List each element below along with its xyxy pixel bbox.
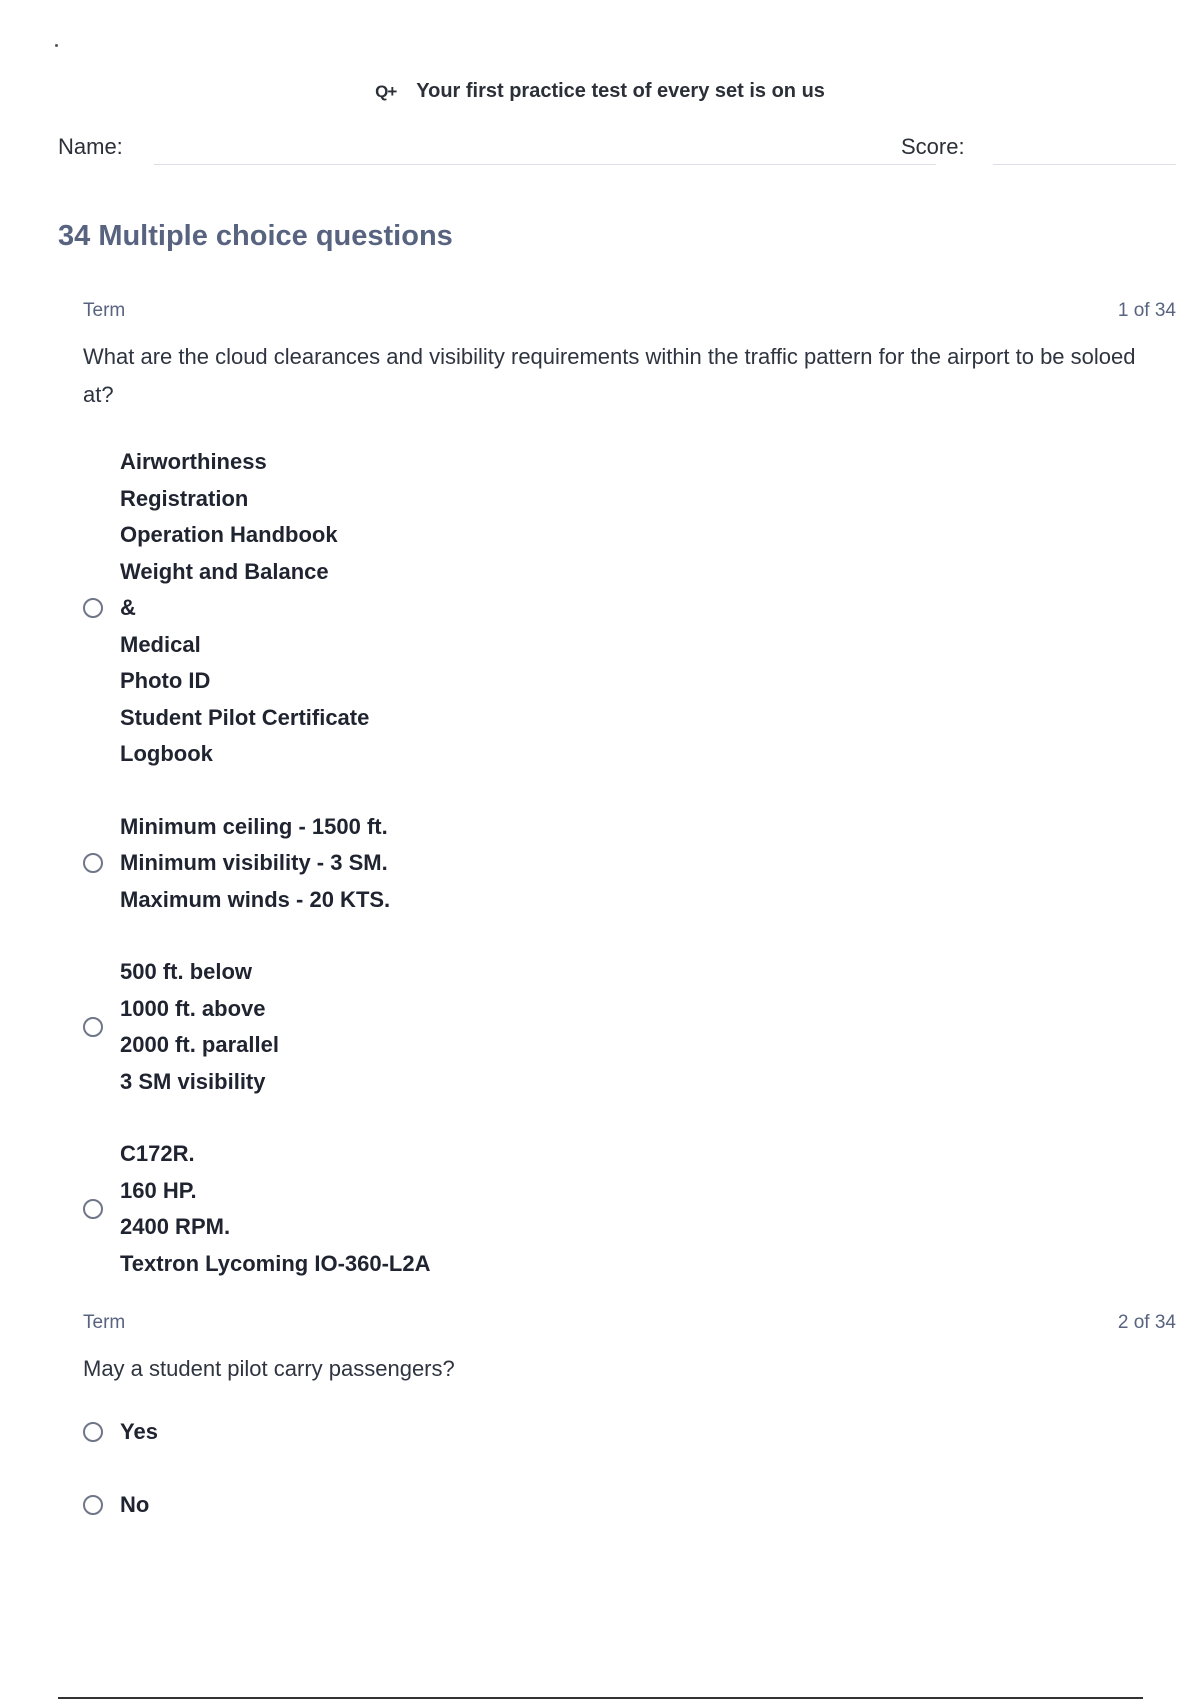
question-1 [83, 300, 1176, 1318]
section-title: 34 Multiple choice questions [58, 220, 453, 252]
question-header [83, 1312, 1176, 1338]
radio-button[interactable] [83, 598, 103, 618]
answer-options [83, 444, 1176, 1282]
name-field[interactable] [154, 164, 936, 165]
option-line: Minimum ceiling - 1500 ft. [120, 813, 388, 839]
question-text: What are the cloud clearances and visibility requirements within the traffic pattern for the airport to be soloed at? [83, 344, 1136, 407]
option-line: 1000 ft. above [120, 995, 266, 1021]
score-field[interactable] [993, 164, 1176, 165]
question-counter: 2 of 34 [1117, 1312, 1176, 1333]
option-line: Textron Lycoming IO-360-L2A [120, 1250, 431, 1276]
option-line: Registration [120, 485, 249, 511]
promo-banner [0, 80, 1200, 103]
option-line: Photo ID [120, 668, 211, 693]
answer-option-yes[interactable] [83, 1414, 1176, 1451]
page-dot [55, 44, 58, 47]
option-line: Operation Handbook [120, 522, 338, 547]
option-text [120, 1414, 158, 1451]
radio-button[interactable] [83, 1495, 103, 1515]
option-line: 3 SM visibility [120, 1068, 266, 1094]
radio-button[interactable] [83, 1422, 103, 1442]
option-text [120, 1487, 149, 1524]
score-label: Score: [901, 134, 965, 159]
question-text: May a student pilot carry passengers? [83, 1356, 455, 1381]
radio-button[interactable] [83, 1017, 103, 1037]
footer-divider [58, 1697, 1143, 1699]
option-line: & [120, 595, 136, 620]
answer-option-b[interactable] [83, 809, 1176, 919]
option-line: 2400 RPM. [120, 1214, 231, 1239]
radio-button[interactable] [83, 1199, 103, 1219]
answer-option-a[interactable] [83, 444, 1176, 773]
option-text [120, 809, 390, 919]
name-label: Name: [58, 134, 123, 159]
question-2 [83, 1312, 1176, 1559]
term-label: Term [83, 1312, 126, 1333]
option-line: No [120, 1491, 150, 1517]
option-line: Maximum winds - 20 KTS. [120, 886, 391, 912]
answer-option-c[interactable] [83, 954, 1176, 1100]
option-line: C172R. [120, 1141, 195, 1166]
option-line: 2000 ft. parallel [120, 1032, 279, 1057]
option-text [120, 1136, 431, 1282]
option-line: Student Pilot Certificate [120, 704, 370, 730]
answer-option-d[interactable] [83, 1136, 1176, 1282]
promo-text: Your first practice test of every set is on us [416, 80, 825, 102]
radio-button[interactable] [83, 853, 103, 873]
name-score-row [58, 130, 1176, 170]
option-line: Weight and Balance [120, 558, 329, 584]
option-line: Airworthiness [120, 449, 267, 474]
quizlet-plus-icon: Q+ [375, 81, 397, 101]
question-header [83, 300, 1176, 326]
option-line: 500 ft. below [120, 959, 253, 984]
option-line: Logbook [120, 741, 213, 766]
answer-option-no[interactable] [83, 1487, 1176, 1524]
option-text [120, 444, 369, 773]
option-line: Yes [120, 1419, 158, 1444]
question-counter: 1 of 34 [1117, 300, 1176, 321]
term-label: Term [83, 300, 126, 321]
option-text [120, 954, 279, 1100]
answer-options [83, 1414, 1176, 1523]
option-line: 160 HP. [120, 1177, 197, 1203]
option-line: Medical [120, 631, 201, 657]
option-line: Minimum visibility - 3 SM. [120, 850, 388, 875]
